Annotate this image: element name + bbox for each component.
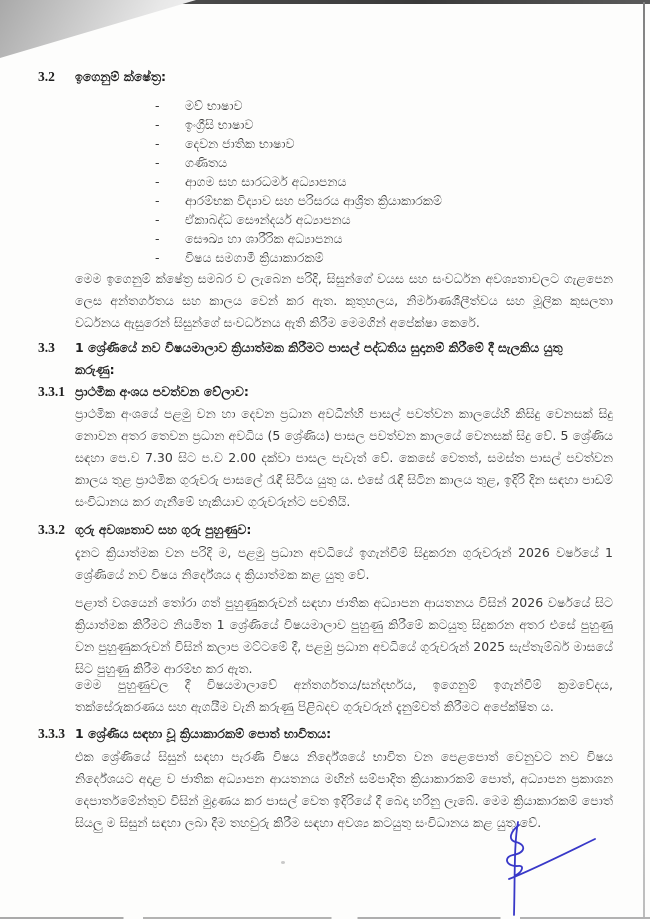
paragraph: මෙම ඉගෙනුම් ක්ෂේත්‍ර සමබර ව ලැබෙන පරිදි, සිසුන්ගේ වයස සහ සංවර්ධන අවශ්‍යතාවලට ගැළපෙන ලෙස අන්තර්ගතය සහ කාලය වෙන් කර ඇත. කුතුහලය, නිර්මාණශීලීත්වය සහ මූලික කුසලතා වර්ධනය ඇසුරෙන් සිසුන්ගේ සංවර්ධනය ඇති කිරීම මෙමගින් අපේක්ෂා කෙරේ. — [75, 271, 613, 330]
paragraph: එක ශ්‍රේණියේ සිසුන් සඳහා පැරණි විෂය නිර්දේශයේ භාවිත වන පෙළපොත් වෙනුවට නව විෂය නිර්දේශයට අදාළ ව ජාතික අධ්‍යාපන ආයතනය මඟින් සම්පාදිත ක්‍රියාකාරකම් පොත්, අධ්‍යාපන ප්‍රකාශන දෙපාර්තමේන්තුව විසින් මුද්‍රණය කර පාසල් වෙත ඉදිරියේ දී බෙදා හරිනු ලැබේ. මෙම ක්‍රියාකාරකම් පොත් සියලු ම සිසුන් සඳහා ලබා දීම තහවුරු කිරීම සඳහා අවශ්‍ය කටයුතු සංවිධානය කළ යුතු වේ. — [75, 749, 613, 830]
list-item — [155, 229, 585, 248]
bullet-dash: - — [155, 231, 160, 246]
list-item — [155, 153, 585, 172]
paragraph: ප්‍රාථමික අංශයේ පළමු වන හා දෙවන ප්‍රධාන අවධීන්හි පාසල් පවත්වන කාලයේහි කිසිදු වෙනසක් සිදු නොවන අතර තෙවන ප්‍රධාන අවධිය (5 ශ්‍රේණිය) පාසල පවත්වන කාලයේ වෙනසක් සිදු වේ. 5 ශ්‍රේණිය සඳහා පෙ.ව 7.30 සිට ප.ව 2.00 දක්වා පාසල පැවැත් වේ. කෙසේ වෙතත්, සමස්ත පාසල් පවත්වන කාලය තුළ ප්‍රාථමික ගුරුවරු පාසලේ රැඳී සිටිය යුතු ය. එසේ රැඳී සිටින කාලය තුළ, ඉදිරි දින සඳහා පාඩම් සංවිධානය කර ගැනීමේ හැකියාව ගුරුවරුන්ට පවතියි. — [75, 406, 613, 509]
list-item — [155, 248, 585, 267]
scan-corner-shadow — [0, 0, 196, 58]
list-item-label: විෂය සමගාමී ක්‍රියාකාරකම් — [185, 250, 324, 265]
list-item-label: ආරම්භක විද්‍යාව සහ පරිසරය ආශ්‍රිත ක්‍රියාකාරකම් — [185, 193, 442, 208]
list-item — [155, 191, 585, 210]
list-item-label: දෙවන ජාතික භාෂාව — [185, 136, 295, 151]
section-3-2-heading — [38, 66, 598, 88]
bullet-dash: - — [155, 136, 160, 151]
bullet-dash: - — [155, 193, 160, 208]
section-title: ප්‍රාථමික අංශය පවත්වන වේලාව: — [75, 384, 249, 399]
scan-edge-right — [643, 2, 645, 917]
section-title: 1 ශ්‍රේණියේ නව විෂයමාලාව ක්‍රියාත්මක කිරීමට පාසල් පද්ධතිය සුදානම් කිරීමේ දී සැලකිය යුතු කරුණු: — [75, 340, 563, 377]
section-number: 3.3.3 — [38, 726, 65, 741]
learning-areas-list — [155, 96, 585, 267]
bullet-dash: - — [155, 174, 160, 189]
paragraph: දැනට ක්‍රියාත්මක වන පරිදි ම, පළමු ප්‍රධාන අවධියේ ඉගැන්වීම් සිදුකරන ගුරුවරුන් 2026 වර්ෂයේ 1 ශ්‍රේණියේ නව විෂය නිර්දේශය ද ක්‍රියාත්මක කළ යුතු වේ. — [75, 545, 613, 582]
section-3-3-2-heading — [38, 519, 598, 541]
signature-strokes — [507, 822, 595, 915]
list-item-label: ආගම සහ සාරධර්ම අධ්‍යාපනය — [185, 174, 347, 189]
list-item-label: ගණිතය — [185, 155, 228, 170]
section-3-3-3-heading — [38, 723, 598, 745]
list-item-label: ඉංග්‍රීසි භාෂාව — [185, 117, 254, 132]
bullet-dash: - — [155, 212, 160, 227]
paragraph: පළාත් වශයෙන් තෝරා ගත් පුහුණුකරුවන් සඳහා ජාතික අධ්‍යාපන ආයතනය විසින් 2026 වර්ෂයේ සිට ක්‍රියාත්මක කිරීමට නියමිත 1 ශ්‍රේණියේ විෂයමාලාව පුහුණු කිරීමේ කටයුතු සිදුකරන අතර එසේ පුහුණු වන පුහුණුකරුවන් විසින් කලාප මට්ටමේ දී, පළමු ප්‍රධාන අවධියේ ගුරුවරුන් 2025 සැප්තැම්බර් මාසයේ සිට පුහුණු කිරීම ආරම්භ කර ඇත. — [75, 595, 613, 676]
bullet-dash: - — [155, 155, 160, 170]
signature-handwriting — [480, 813, 610, 919]
list-item-label: මව් භාෂාව — [185, 98, 243, 113]
list-item-label: ඒකාබද්ධ සෞන්දර්ය අධ්‍යාපනය — [185, 212, 351, 227]
section-number: 3.3.2 — [38, 522, 65, 537]
section-number: 3.3.1 — [38, 384, 65, 399]
list-item — [155, 115, 585, 134]
list-item — [155, 96, 585, 115]
scan-speck — [281, 861, 285, 864]
section-title: 1 ශ්‍රේණිය සඳහා වූ ක්‍රියාකාරකම් පොත් භාවිතය: — [75, 726, 332, 741]
section-3-3-heading — [38, 337, 598, 381]
section-3-3-1-heading — [38, 381, 598, 403]
section-title: ඉගෙනුම් ක්ෂේත්‍ර: — [75, 69, 167, 84]
section-title: ගුරු අවශ්‍යතාව සහ ගුරු පුහුණුව: — [75, 522, 252, 537]
list-item-label: සෞඛ්‍ය හා ශාරීරික අධ්‍යාපනය — [185, 231, 343, 246]
bullet-dash: - — [155, 250, 160, 265]
list-item — [155, 134, 585, 153]
section-number: 3.2 — [38, 69, 55, 84]
list-item — [155, 172, 585, 191]
bullet-dash: - — [155, 98, 160, 113]
list-item — [155, 210, 585, 229]
paragraph: මෙම පුහුණුවල දී විෂයමාලාවේ අන්තර්ගතය/සන්දර්භය, ඉගෙනුම් ඉගැන්වීම් ක්‍රමවේදය, තක්සේරුකරණය සහ ඇගයීම වැනි කරුණු පිළිබදව ගුරුවරුන් දැනුම්වත් කිරීමට අපේක්ෂිත ය. — [75, 677, 613, 714]
bullet-dash: - — [155, 117, 160, 132]
section-number: 3.3 — [38, 340, 55, 355]
